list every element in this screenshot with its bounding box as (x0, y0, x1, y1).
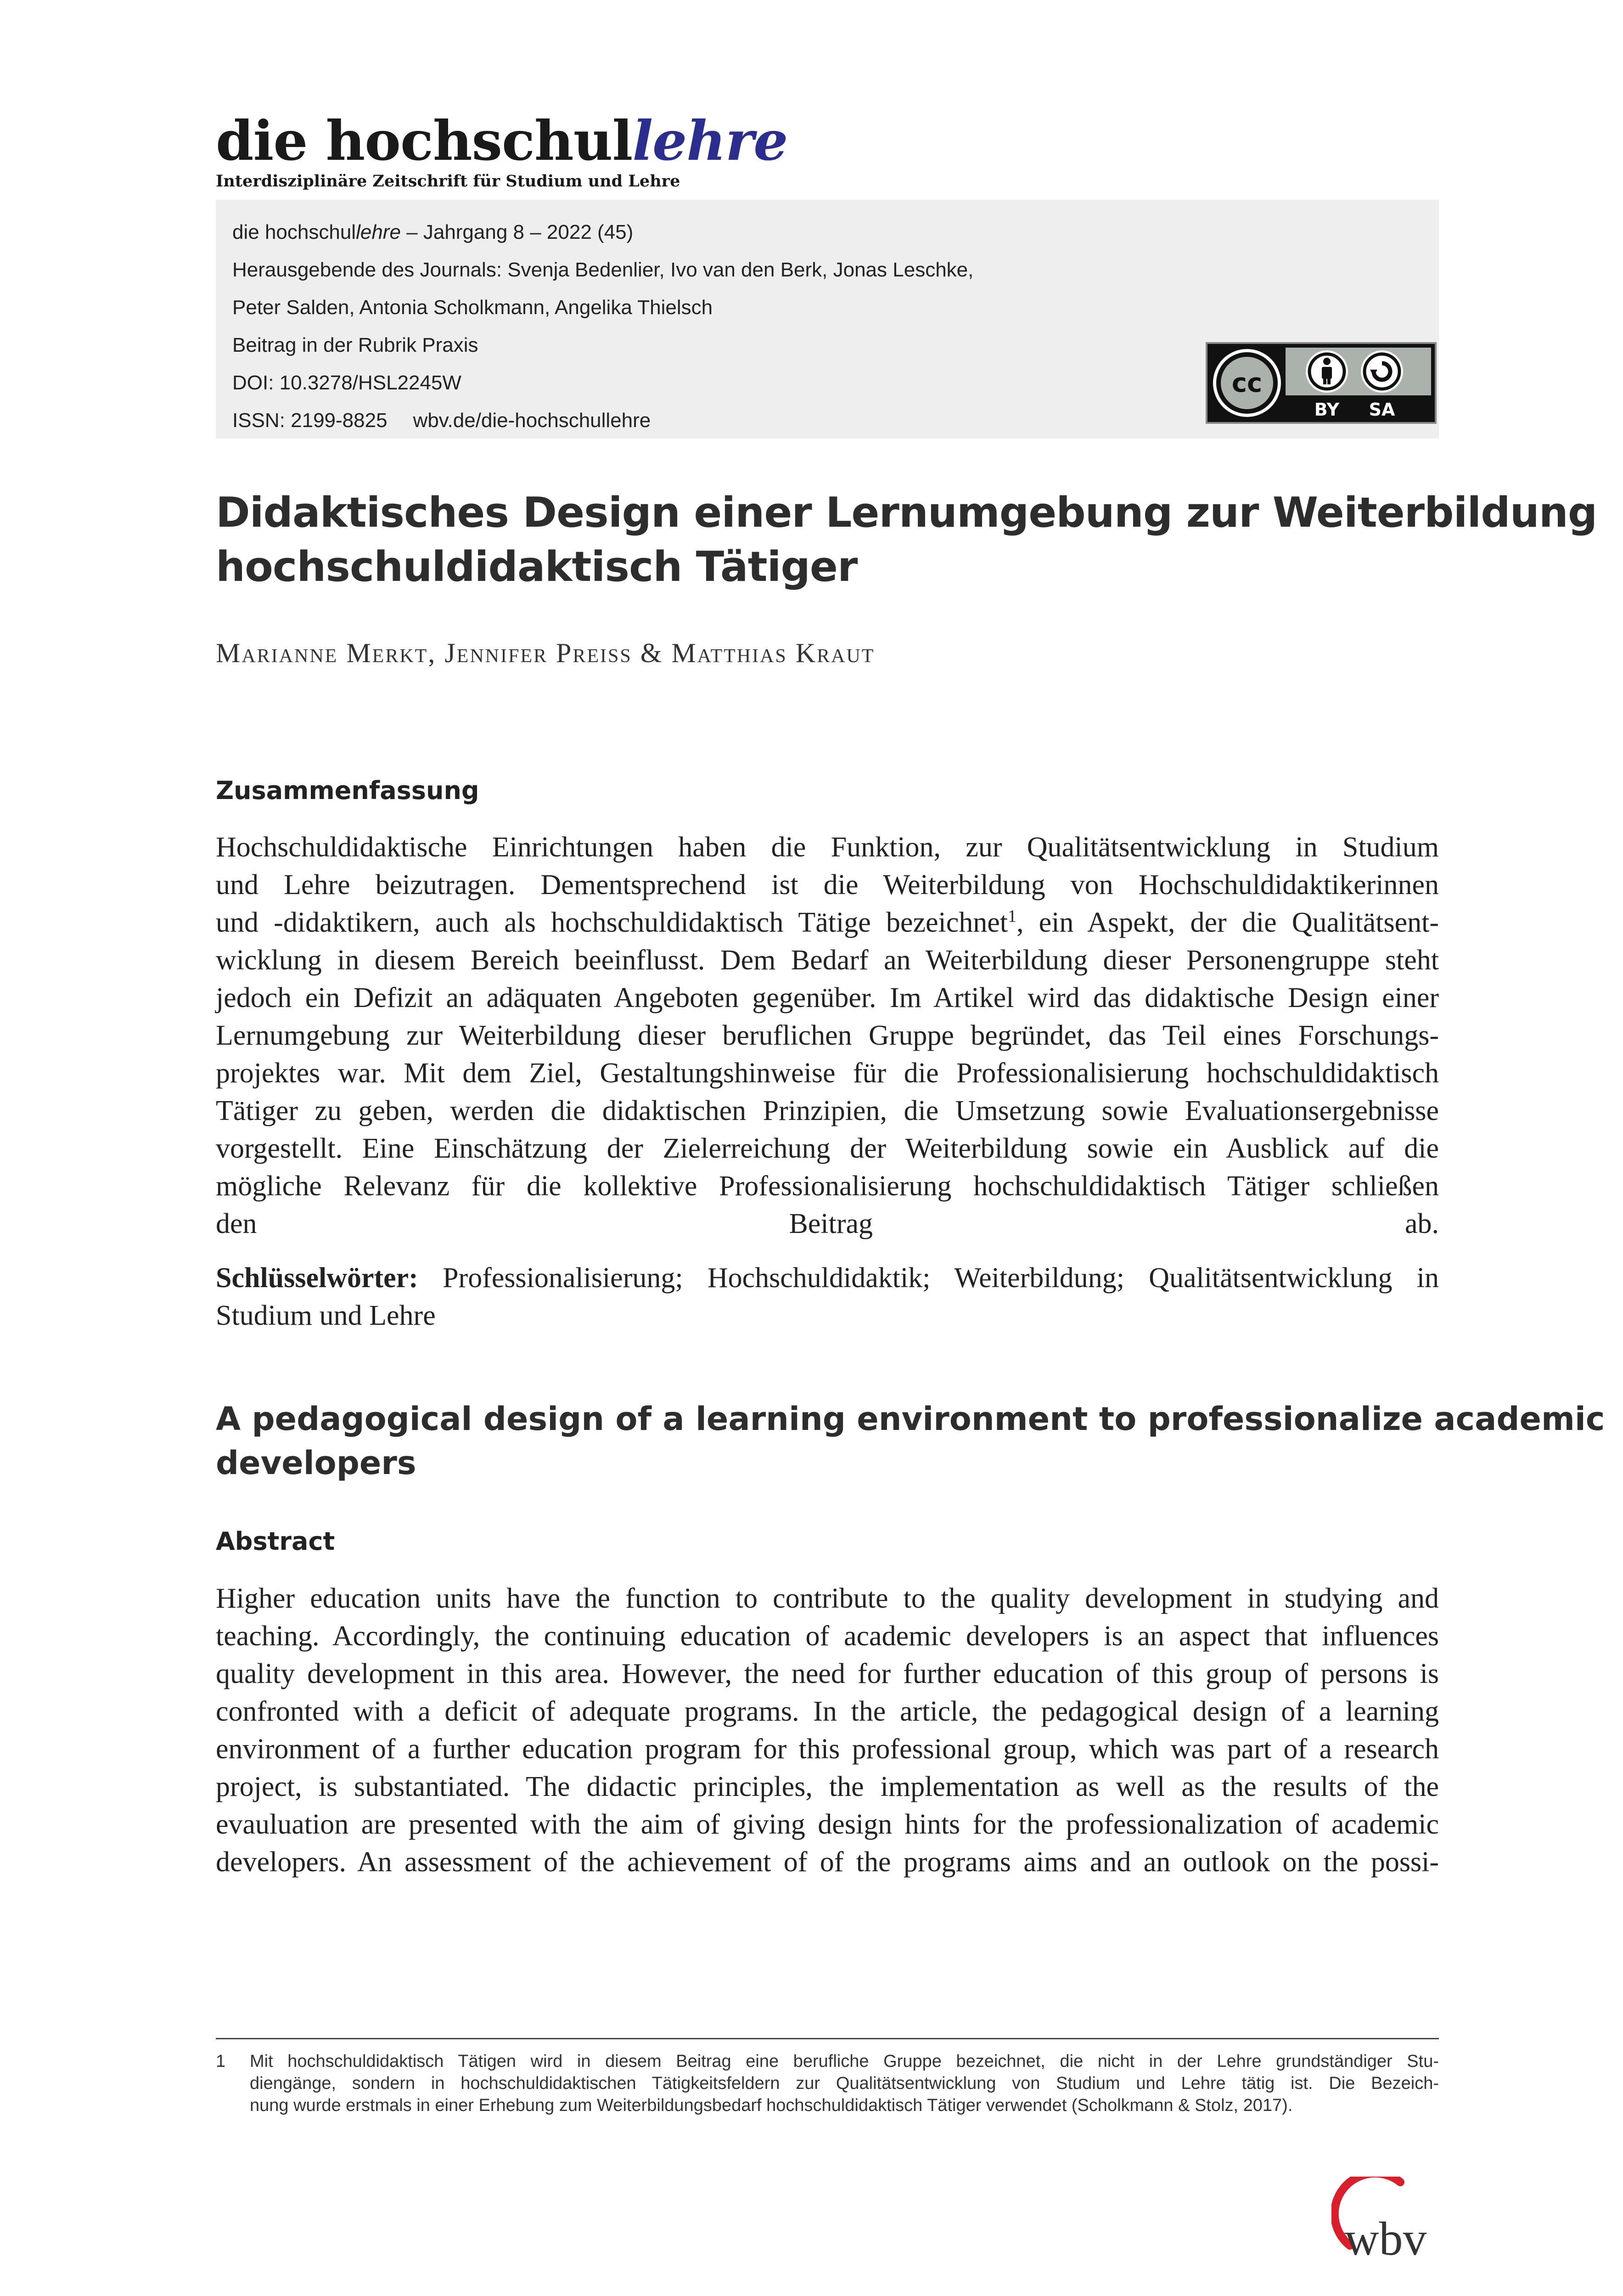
cc-by-sa-license-badge[interactable] (1206, 342, 1437, 424)
wbv-logo-graphic (1331, 2177, 1442, 2264)
by-label: BY (1314, 400, 1340, 420)
zusammenfassung-line: wicklung in diesem Bereich beeinflusst. Dem Bedarf an Weiterbildung dieser Personengruppe steht (216, 945, 1439, 976)
journal-logo-accent: lehre (632, 109, 788, 173)
cc-badge-graphic (1207, 344, 1435, 422)
zusammenfassung-segment: , ein Aspekt, der die Qualitätsent- (1016, 907, 1439, 938)
zusammenfassung-heading: Zusammenfassung (216, 776, 479, 805)
issue-volume: – Jahrgang 8 – 2022 (45) (400, 221, 634, 243)
journal-logo (216, 109, 788, 173)
issue-journal-name: die hochschul (232, 221, 356, 243)
english-title-line-2: developers (216, 1444, 416, 1482)
footnote-line: Mit hochschuldidaktisch Tätigen wird in diesem Beitrag eine berufliche Gruppe bezeichnet, die nicht in der Lehre grundständiger Stu- (250, 2052, 1439, 2071)
journal-header (216, 109, 788, 191)
zusammenfassung-line: projektes war. Mit dem Ziel, Gestaltungshinweise für die Professionalisierung hochschuldidaktisch (216, 1058, 1439, 1089)
issue-line (232, 214, 973, 251)
cc-icon (1213, 349, 1281, 417)
abstract-line: evauluation are presented with the aim of giving design hints for the professionalization of academic (216, 1809, 1439, 1840)
issue-journal-name-italic: lehre (356, 221, 401, 243)
issn-url-line (232, 402, 973, 439)
zusammenfassung-text (216, 828, 1439, 1243)
article-authors: Marianne Merkt, Jennifer Preiss & Matthias Kraut (216, 638, 875, 668)
wbv-logo-text: wbv (1344, 2212, 1427, 2264)
doi-line[interactable]: DOI: 10.3278/HSL2245W (232, 371, 461, 394)
journal-url-link[interactable]: wbv.de/die-hochschullehre (413, 409, 651, 432)
attribution-icon (1306, 350, 1348, 393)
zusammenfassung-line: mögliche Relevanz für die kollektive Professionalisierung hochschuldidaktisch Tätiger schließen (216, 1171, 1439, 1202)
abstract-line: Higher education units have the function to contribute to the quality development in studying and (216, 1583, 1439, 1614)
footnote-line: diengänge, sondern in hochschuldidaktischen Tätigkeitsfeldern zur Qualitätsentwicklung von Studium und Lehre tätig ist. Die Bezeich- (250, 2074, 1439, 2093)
zusammenfassung-line: und Lehre beizutragen. Dementsprechend ist die Weiterbildung von Hochschuldidaktikerinnen (216, 869, 1439, 900)
journal-info-box (216, 200, 1439, 439)
journal-info-lines (232, 214, 973, 439)
abstract-line: confronted with a deficit of adequate programs. In the article, the pedagogical design of a learning (216, 1696, 1439, 1727)
wbv-publisher-logo (1331, 2177, 1442, 2264)
keywords-label: Schlüsselwörter: (216, 1262, 418, 1294)
abstract-line: quality development in this area. However, the need for further education of this group of persons is (216, 1658, 1439, 1689)
zusammenfassung-line: Hochschuldidaktische Einrichtungen haben die Funktion, zur Qualitätsentwicklung in Studium (216, 832, 1439, 863)
article-title (216, 486, 1597, 594)
editors-line-1: Herausgebende des Journals: Svenja Bedenlier, Ivo van den Berk, Jonas Leschke, (232, 259, 974, 281)
abstract-line: developers. An assessment of the achievement of of the programs aims and an outlook on the possi- (216, 1846, 1439, 1878)
footnote-divider (216, 2038, 1439, 2039)
abstract-line: project, is substantiated. The didactic principles, the implementation as well as the results of the (216, 1771, 1439, 1802)
zusammenfassung-line (216, 904, 1439, 941)
journal-tagline: Interdisziplinäre Zeitschrift für Studium und Lehre (216, 172, 680, 191)
english-title (216, 1397, 1605, 1485)
sa-label: SA (1369, 400, 1395, 420)
abstract-line: teaching. Accordingly, the continuing education of academic developers is an aspect that influences (216, 1621, 1439, 1652)
footnote-line: nung wurde erstmals in einer Erhebung zum Weiterbildungsbedarf hochschuldidaktisch Tätiger verwendet (Scholkmann & Stolz, 2017). (250, 2096, 1293, 2115)
abstract-line: environment of a further education program for this professional group, which was part of a research (216, 1733, 1439, 1765)
footnote-text (250, 2050, 1439, 2116)
editors-line-2: Peter Salden, Antonia Scholkmann, Angelika Thielsch (232, 296, 713, 319)
english-title-line-1: A pedagogical design of a learning environment to professionalize academic (216, 1400, 1605, 1438)
footnote-reference[interactable]: 1 (1008, 906, 1016, 926)
keywords (216, 1259, 1439, 1334)
article-title-line-2: hochschuldidaktisch Tätiger (216, 543, 858, 591)
zusammenfassung-line: jedoch ein Defizit an adäquaten Angeboten gegenüber. Im Artikel wird das didaktische Design einer (216, 982, 1439, 1013)
cc-icon-text: cc (1231, 368, 1263, 398)
issn: ISSN: 2199-8825 (232, 409, 387, 432)
rubric-line: Beitrag in der Rubrik Praxis (232, 334, 478, 356)
share-alike-icon (1361, 350, 1403, 393)
zusammenfassung-line: Tätiger zu geben, werden die didaktischen Prinzipien, die Umsetzung sowie Evaluationsergebnisse (216, 1095, 1439, 1126)
abstract-text (216, 1580, 1439, 1881)
footnote-number: 1 (216, 2052, 226, 2071)
journal-logo-main: die hochschul (216, 109, 633, 173)
keywords-line-1 (216, 1259, 1439, 1297)
zusammenfassung-line: Lernumgebung zur Weiterbildung dieser beruflichen Gruppe begründet, das Teil eines Forschungs- (216, 1020, 1439, 1051)
keywords-line-2: Studium und Lehre (216, 1300, 436, 1331)
keywords-list: Professionalisierung; Hochschuldidaktik; Weiterbildung; Qualitätsentwicklung in (418, 1262, 1439, 1294)
zusammenfassung-segment: und -didaktikern, auch als hochschuldidaktisch Tätige bezeichnet (216, 907, 1008, 938)
article-title-line-1: Didaktisches Design einer Lernumgebung zur Weiterbildung (216, 489, 1597, 537)
zusammenfassung-line: vorgestellt. Eine Einschätzung der Zielerreichung der Weiterbildung sowie ein Ausblick auf die (216, 1133, 1439, 1164)
zusammenfassung-line: den Beitrag ab. (216, 1208, 1439, 1239)
abstract-heading: Abstract (216, 1527, 335, 1556)
